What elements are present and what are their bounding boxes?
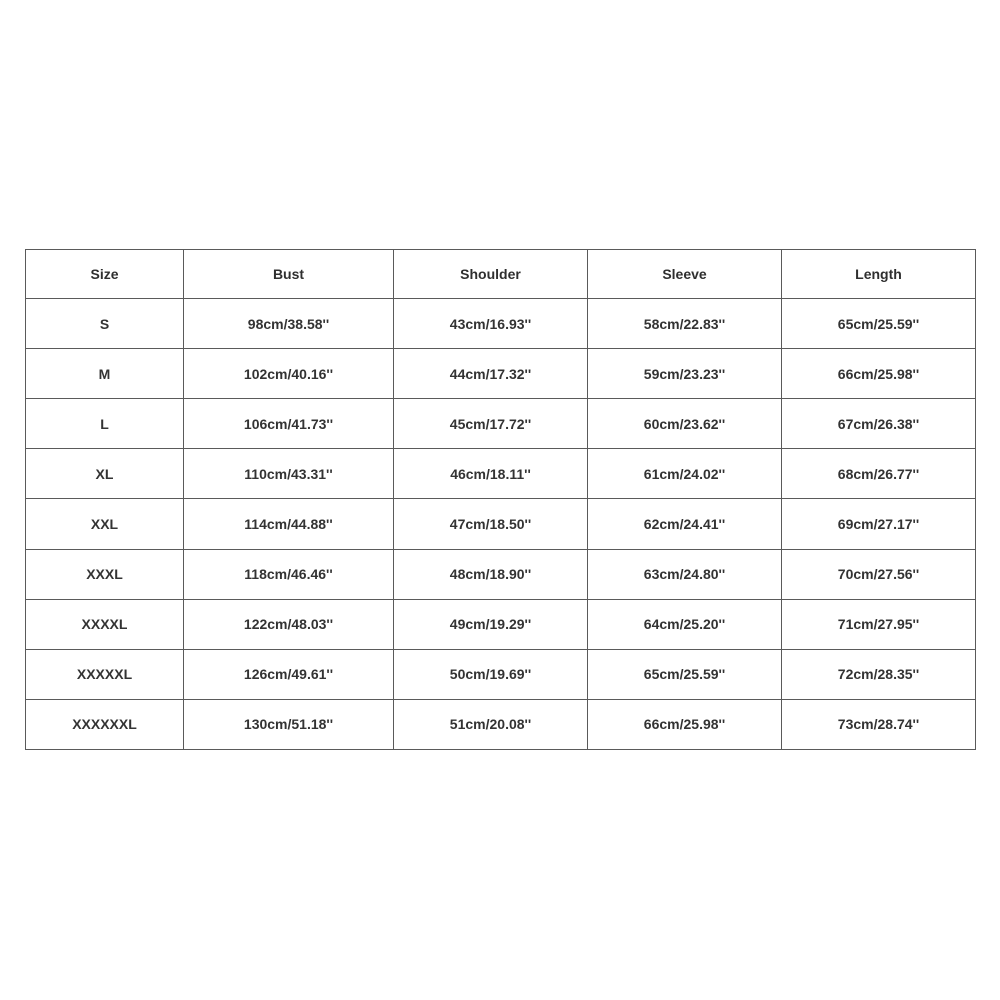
cell-sleeve: 63cm/24.80'' [588, 549, 782, 599]
cell-size: M [26, 349, 184, 399]
cell-length: 68cm/26.77'' [782, 449, 976, 499]
cell-bust: 106cm/41.73'' [184, 399, 394, 449]
cell-shoulder: 47cm/18.50'' [394, 499, 588, 549]
table-row [26, 599, 976, 649]
table-row [26, 649, 976, 699]
cell-shoulder: 49cm/19.29'' [394, 599, 588, 649]
header-shoulder: Shoulder [394, 250, 588, 299]
cell-length: 73cm/28.74'' [782, 699, 976, 749]
table-row [26, 449, 976, 499]
table-row [26, 349, 976, 399]
cell-sleeve: 60cm/23.62'' [588, 399, 782, 449]
cell-size: XXXXL [26, 599, 184, 649]
header-length: Length [782, 250, 976, 299]
cell-length: 71cm/27.95'' [782, 599, 976, 649]
cell-size: XXL [26, 499, 184, 549]
cell-length: 72cm/28.35'' [782, 649, 976, 699]
table-row [26, 299, 976, 349]
cell-sleeve: 58cm/22.83'' [588, 299, 782, 349]
cell-length: 66cm/25.98'' [782, 349, 976, 399]
cell-shoulder: 48cm/18.90'' [394, 549, 588, 599]
header-size: Size [26, 250, 184, 299]
cell-sleeve: 62cm/24.41'' [588, 499, 782, 549]
cell-bust: 102cm/40.16'' [184, 349, 394, 399]
cell-sleeve: 61cm/24.02'' [588, 449, 782, 499]
cell-shoulder: 45cm/17.72'' [394, 399, 588, 449]
cell-size: XXXXXL [26, 649, 184, 699]
cell-bust: 130cm/51.18'' [184, 699, 394, 749]
table-row [26, 699, 976, 749]
cell-size: L [26, 399, 184, 449]
cell-size: XXXXXXL [26, 699, 184, 749]
table-header [26, 250, 976, 299]
cell-size: S [26, 299, 184, 349]
table-row [26, 549, 976, 599]
cell-length: 69cm/27.17'' [782, 499, 976, 549]
cell-bust: 122cm/48.03'' [184, 599, 394, 649]
cell-sleeve: 66cm/25.98'' [588, 699, 782, 749]
cell-size: XL [26, 449, 184, 499]
cell-bust: 98cm/38.58'' [184, 299, 394, 349]
size-chart-table [25, 249, 976, 750]
cell-bust: 110cm/43.31'' [184, 449, 394, 499]
header-row [26, 250, 976, 299]
table-body [26, 299, 976, 750]
cell-shoulder: 44cm/17.32'' [394, 349, 588, 399]
cell-length: 67cm/26.38'' [782, 399, 976, 449]
cell-sleeve: 64cm/25.20'' [588, 599, 782, 649]
cell-shoulder: 46cm/18.11'' [394, 449, 588, 499]
cell-sleeve: 65cm/25.59'' [588, 649, 782, 699]
header-bust: Bust [184, 250, 394, 299]
cell-shoulder: 50cm/19.69'' [394, 649, 588, 699]
cell-sleeve: 59cm/23.23'' [588, 349, 782, 399]
cell-bust: 126cm/49.61'' [184, 649, 394, 699]
cell-length: 65cm/25.59'' [782, 299, 976, 349]
table-row [26, 499, 976, 549]
cell-length: 70cm/27.56'' [782, 549, 976, 599]
cell-shoulder: 51cm/20.08'' [394, 699, 588, 749]
cell-bust: 114cm/44.88'' [184, 499, 394, 549]
header-sleeve: Sleeve [588, 250, 782, 299]
cell-shoulder: 43cm/16.93'' [394, 299, 588, 349]
cell-size: XXXL [26, 549, 184, 599]
table-row [26, 399, 976, 449]
cell-bust: 118cm/46.46'' [184, 549, 394, 599]
